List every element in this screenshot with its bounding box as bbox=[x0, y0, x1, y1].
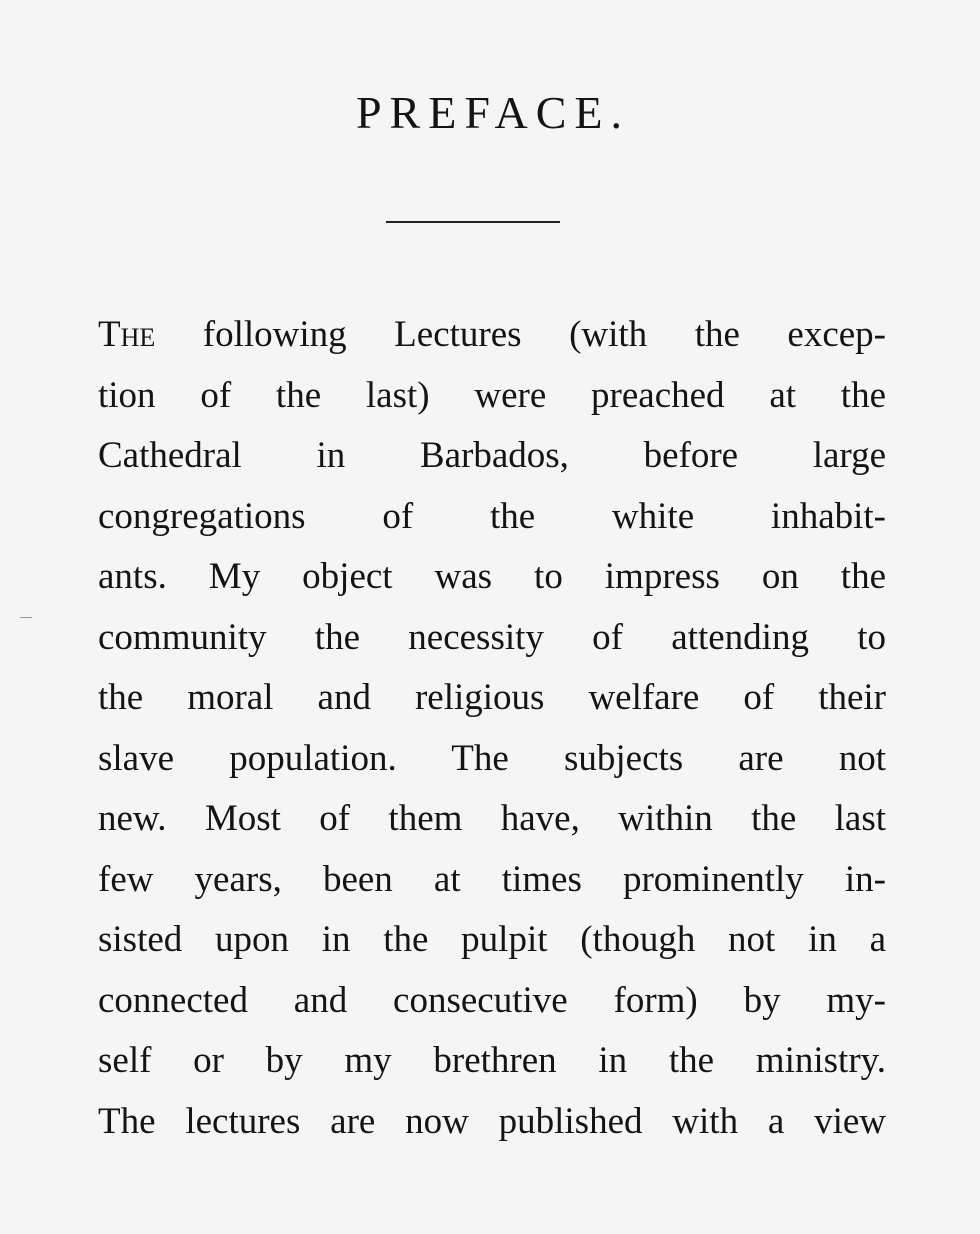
title-rule bbox=[386, 221, 560, 223]
text-line: new. Most of them have, within the last bbox=[98, 798, 886, 839]
text-line: slave population. The subjects are not bbox=[98, 737, 886, 779]
text-line: the moral and religious welfare of their bbox=[98, 677, 886, 718]
text-line: ants. My object was to impress on the bbox=[98, 556, 886, 597]
margin-mark bbox=[20, 617, 32, 618]
text-line: few years, been at times prominently in- bbox=[98, 858, 886, 900]
lead-word: The bbox=[98, 314, 156, 355]
text-line: community the necessity of attending to bbox=[98, 616, 886, 658]
text-line: tion of the last) were preached at the bbox=[98, 374, 886, 416]
text-line: The lectures are now published with a view bbox=[98, 1100, 886, 1142]
text-line: congregations of the white inhabit- bbox=[98, 495, 886, 537]
text-line: sisted upon in the pulpit (though not in a bbox=[98, 919, 886, 960]
text-line: Cathedral in Barbados, before large bbox=[98, 435, 886, 476]
text-line: connected and consecutive form) by my- bbox=[98, 979, 886, 1021]
text-line: self or by my brethren in the ministry. bbox=[98, 1040, 886, 1081]
page-title: PREFACE. bbox=[355, 87, 631, 138]
text-line bbox=[98, 305, 886, 366]
text-line-rest: following Lectures (with the excep- bbox=[155, 314, 886, 355]
preface-body bbox=[98, 305, 886, 1152]
